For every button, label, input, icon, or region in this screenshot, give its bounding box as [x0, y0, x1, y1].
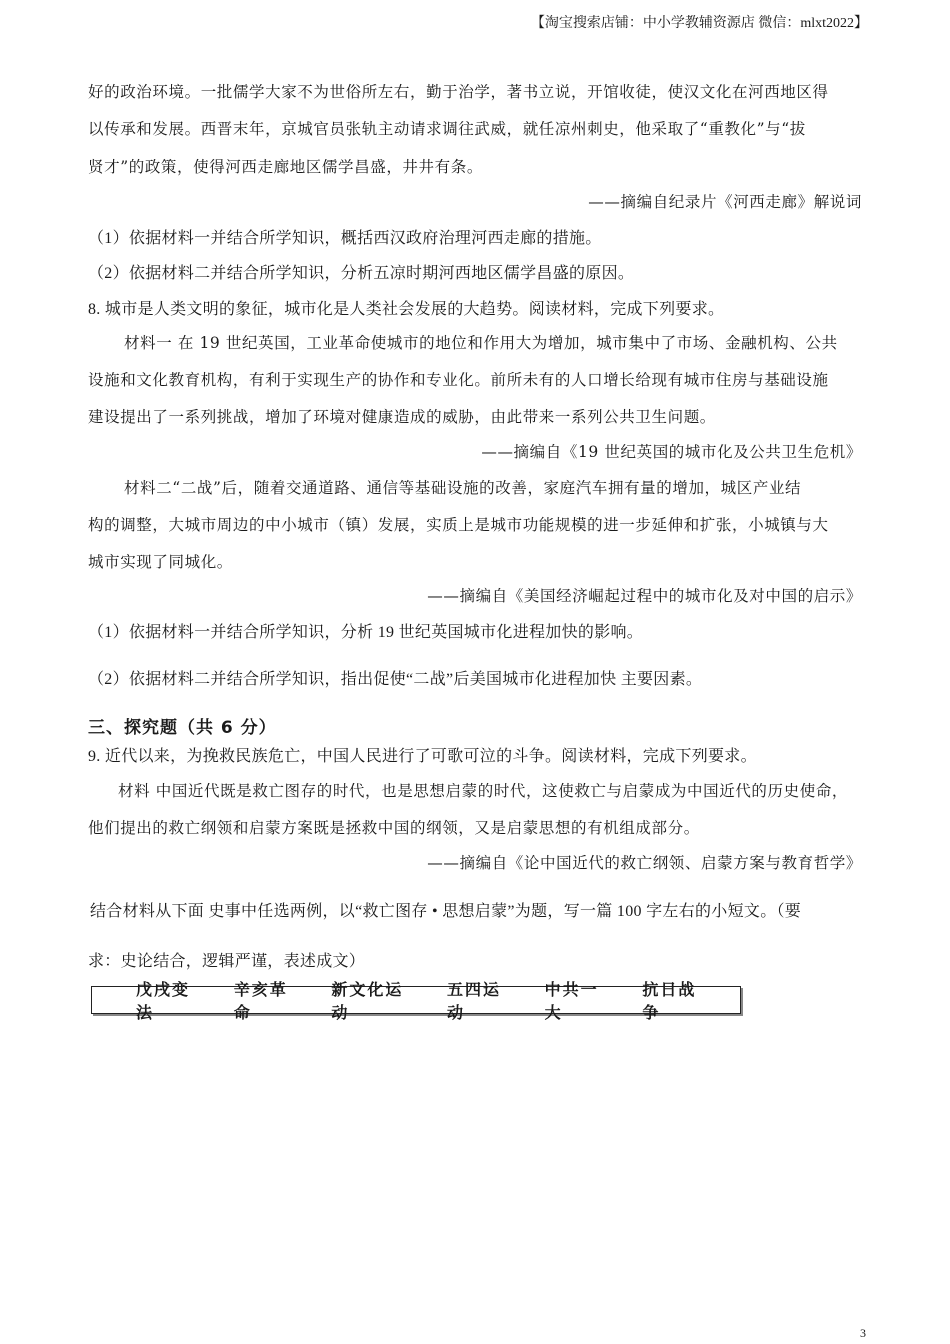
q8-material2-source: ——摘编自《美国经济崛起过程中的城市化及对中国的启示》 [427, 587, 862, 605]
event-xinhai-revolution: 辛亥革命 [233, 980, 288, 1022]
section-3-title: 三、探究题（共 6 分） [88, 718, 277, 738]
q9-material-line2: 他们提出的救亡纲领和启蒙方案既是拯救中国的纲领，又是启蒙思想的有机组成部分。 [88, 819, 700, 837]
q8-material2-line3: 城市实现了同城化。 [88, 553, 233, 571]
q8-material1-line3: 建设提出了一系列挑战，增加了环境对健康造成的威胁，由此带来一系列公共卫生问题。 [88, 408, 716, 426]
q9-stem: 9. 近代以来，为挽救民族危亡，中国人民进行了可歌可泣的斗争。阅读材料，完成下列要求。 [88, 748, 757, 765]
q9-task-line1: 结合材料从下面 史事中任选两例，以“救亡图存 • 思想启蒙”为题，写一篇 100 字左右的小短文。（要 [90, 903, 802, 920]
q7-material2-line3: 贤才”的政策，使得河西走廊地区儒学昌盛，井井有条。 [88, 158, 483, 176]
q8-subquestion-2: （2）依据材料二并结合所学知识，指出促使“二战”后美国城市化进程加快 主要因素。 [88, 671, 703, 688]
event-new-culture-movement: 新文化运动 [331, 980, 404, 1022]
event-may-fourth-movement: 五四运动 [446, 980, 501, 1022]
q8-material1-line2: 设施和文化教育机构，有利于实现生产的协作和专业化。前所未有的人口增长给现有城市住房与基础设施 [88, 371, 829, 389]
q8-material1-line1: 材料一 在 19 世纪英国，工业革命使城市的地位和作用大为增加，城市集中了市场、金融机构、公共 [124, 334, 838, 352]
q7-material2-line2: 以传承和发展。西晋末年，京城官员张轨主动请求调往武威，就任凉州刺史，他采取了“重教化”与“拔 [88, 120, 806, 138]
event-anti-japanese-war: 抗日战争 [642, 980, 697, 1022]
event-first-cpc-congress: 中共一大 [544, 980, 599, 1022]
q8-material1-source: ——摘编自《19 世纪英国的城市化及公共卫生危机》 [481, 443, 862, 461]
q9-material-source: ——摘编自《论中国近代的救亡纲领、启蒙方案与教育哲学》 [427, 854, 862, 872]
q8-stem: 8. 城市是人类文明的象征，城市化是人类社会发展的大趋势。阅读材料，完成下列要求。 [88, 301, 725, 318]
q8-material2-line1: 材料二“二战”后，随着交通道路、通信等基础设施的改善，家庭汽车拥有量的增加，城区产业结 [124, 479, 802, 497]
event-wuxu-reform: 戊戌变法 [136, 980, 191, 1022]
page-header: 【淘宝搜索店铺：中小学教辅资源店 微信：mlxt2022】 [530, 16, 868, 31]
q7-subquestion-2: （2）依据材料二并结合所学知识，分析五凉时期河西地区儒学昌盛的原因。 [88, 265, 635, 282]
q7-material2-source: ——摘编自纪录片《河西走廊》解说词 [588, 193, 862, 211]
q9-material-line1: 材料 中国近代既是救亡图存的时代，也是思想启蒙的时代，这使救亡与启蒙成为中国近代的历史使命， [118, 782, 849, 800]
q9-task-line2: 求：史论结合，逻辑严谨，表述成文） [88, 953, 366, 970]
page-number: 3 [860, 1326, 866, 1340]
q8-subquestion-1: （1）依据材料一并结合所学知识，分析 19 世纪英国城市化进程加快的影响。 [88, 624, 644, 641]
events-box [91, 980, 741, 1022]
q7-material2-line1: 好的政治环境。一批儒学大家不为世俗所左右，勤于治学，著书立说，开馆收徒，使汉文化在河西地区得 [88, 83, 829, 101]
q7-subquestion-1: （1）依据材料一并结合所学知识，概括西汉政府治理河西走廊的措施。 [88, 230, 602, 247]
q8-material2-line2: 构的调整，大城市周边的中小城市（镇）发展，实质上是城市功能规模的进一步延伸和扩张，小城镇与大 [88, 516, 829, 534]
